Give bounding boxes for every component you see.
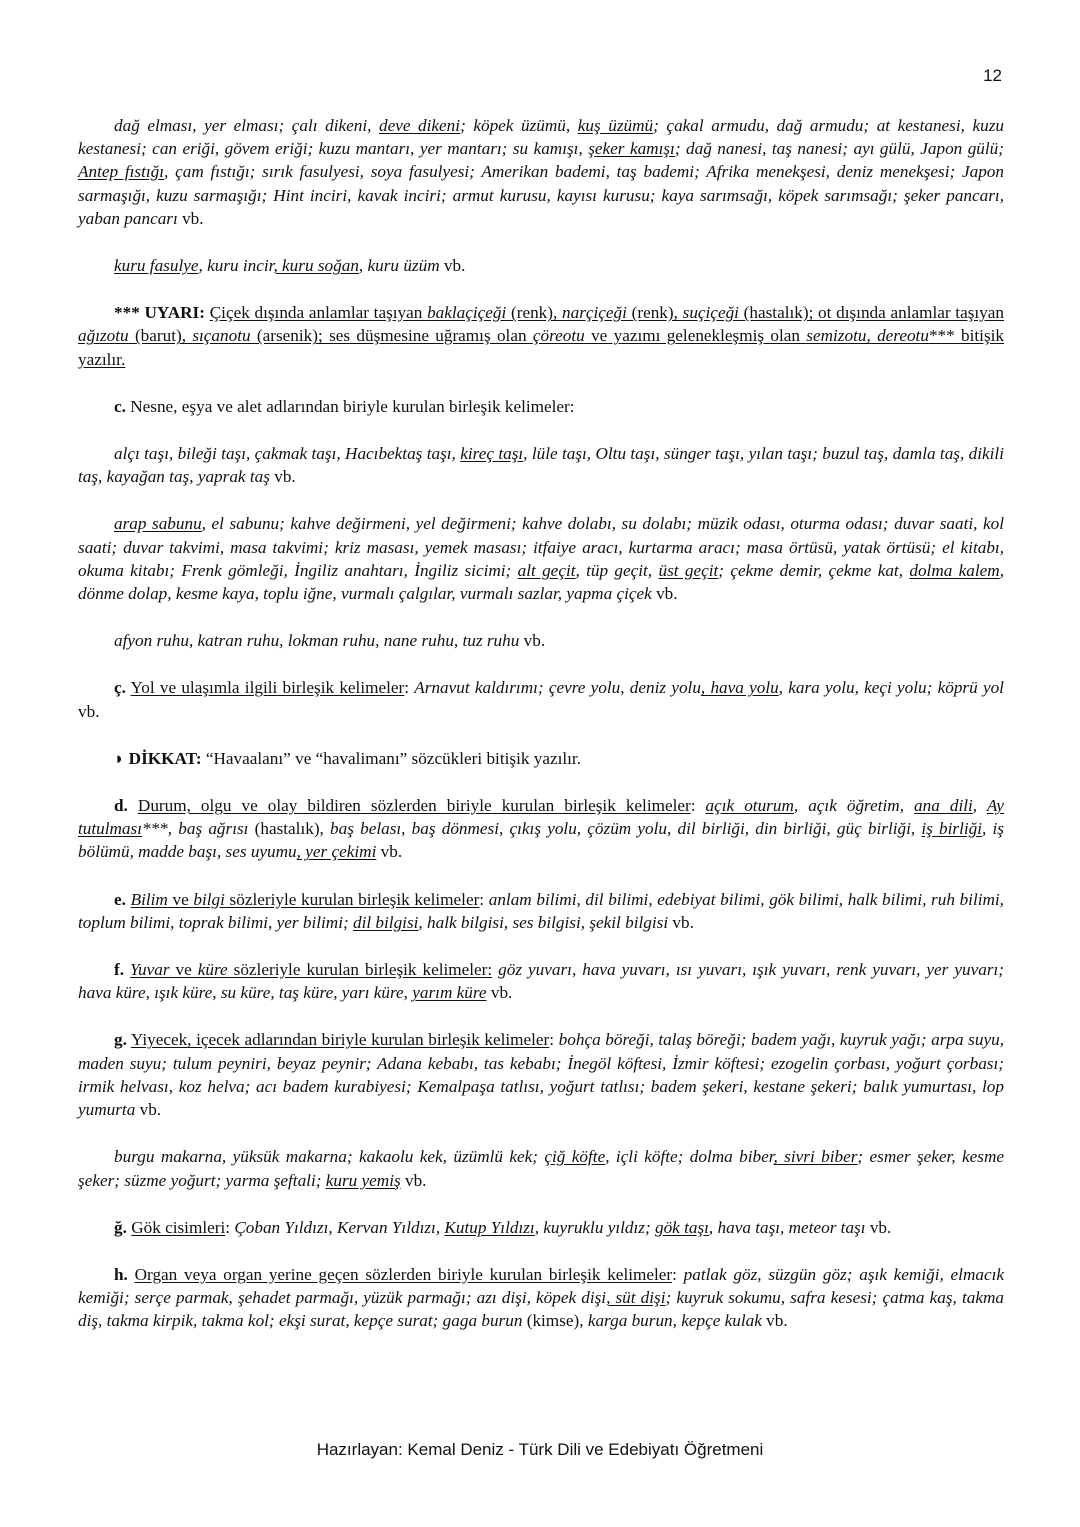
- text-run: ,: [972, 796, 987, 816]
- paragraph: [78, 512, 1004, 605]
- text-run: vb.: [177, 208, 204, 228]
- paragraph: [78, 114, 1004, 230]
- text-run: vb.: [668, 912, 694, 932]
- text-run: f.: [114, 960, 125, 980]
- text-run: d.: [114, 796, 128, 816]
- text-run: Çiçek dışında anlamlar taşıyan: [209, 303, 428, 323]
- text-run: üst geçit: [658, 560, 719, 580]
- text-run: vb.: [269, 467, 296, 487]
- text-run: ve: [169, 960, 198, 980]
- text-run: bilgi: [193, 889, 225, 909]
- paragraph: [78, 1263, 1004, 1333]
- text-run: gök taşı: [654, 1217, 709, 1237]
- text-run: , dönme dolap, kesme kaya, toplu iğne, vurmalı çalgılar, vurmalı sazlar, yapma çiçek: [78, 560, 1005, 604]
- paragraph: [78, 747, 1004, 770]
- text-run: patlak göz, süzgün göz; aşık kemiği, elmacık kemiği; serçe parmak, şehadet parmağı, yüzük parmağı; azı dişi, köpek dişi: [78, 1264, 1004, 1308]
- text-run: Kutup Yıldızı: [444, 1217, 535, 1237]
- text-run: Yol ve ulaşımla ilgili birleşik kelimeler: [130, 678, 405, 698]
- text-run: vb.: [400, 1170, 427, 1190]
- text-run: deve dikeni: [379, 116, 461, 135]
- text-run: açık oturum: [705, 796, 794, 816]
- text-run: , lüle taşı, Oltu taşı, sünger taşı, yılan taşı; buzul taş, damla taş, dikili taş, kayağan taş, yaprak taş: [78, 444, 1004, 487]
- document-body: [78, 114, 1004, 1357]
- text-run: ç.: [114, 678, 126, 698]
- text-run: ; köpek üzümü,: [460, 116, 578, 135]
- paragraph: [78, 1145, 1004, 1191]
- text-run: Bilim: [130, 889, 168, 909]
- page-number: 12: [983, 66, 1002, 85]
- text-run: vb.: [761, 1311, 788, 1331]
- text-run: , kuru soğan: [273, 256, 359, 276]
- text-run: , süt dişi: [606, 1288, 666, 1308]
- text-run: (hastalık); ot dışında anlamlar taşıyan: [738, 303, 1004, 323]
- text-run: ; çekme demir, çekme kat,: [718, 560, 910, 580]
- text-run: anlam bilimi, dil bilimi, edebiyat bilimi, gök bilimi, halk bilimi, ruh bilimi, toplum bilimi, toprak bilimi, yer bilimi;: [78, 889, 1004, 932]
- text-run: kuş üzümü: [577, 116, 654, 135]
- text-run: kuru yemiş: [325, 1170, 401, 1190]
- text-run: sözleriyle kurulan birleşik kelimeler:: [227, 960, 493, 980]
- text-run: ve: [167, 889, 194, 909]
- text-run: vb.: [135, 1100, 162, 1120]
- paragraph: [78, 888, 1004, 934]
- text-run: :: [479, 889, 489, 909]
- text-run: kireç taşı: [460, 444, 524, 464]
- text-run: küre: [197, 960, 228, 980]
- paragraph: [78, 1216, 1004, 1239]
- text-run: dolma kalem: [909, 560, 1000, 580]
- paragraph: [78, 254, 1004, 277]
- text-run: ◗ DİKKAT:: [114, 748, 202, 768]
- text-run: , iş bölümü, madde başı, ses uyumu: [78, 819, 1004, 862]
- text-run: sıçanotu: [192, 326, 251, 346]
- text-run: alt geçit: [517, 560, 576, 580]
- text-run: vb.: [439, 256, 466, 276]
- text-run: dağ elması, yer elması; çalı dikeni,: [114, 116, 379, 135]
- text-run: alçı taşı, bileği taşı, çakmak taşı, Hacıbektaş taşı,: [114, 444, 461, 464]
- text-run: ; dağ nanesi, taş nanesi; ayı gülü, Japon gülü;: [674, 139, 1004, 159]
- paragraph: [78, 629, 1004, 652]
- text-run: karga burun, kepçe kulak: [587, 1311, 762, 1331]
- text-run: semizotu, dereotu: [806, 326, 929, 346]
- text-run: ğ.: [114, 1217, 127, 1237]
- text-run: Yiyecek, içecek adlarından biriyle kurulan birleşik kelimeler: [130, 1030, 550, 1050]
- text-run: dil bilgisi: [352, 912, 419, 932]
- text-run: Çoban Yıldızı, Kervan Yıldızı,: [234, 1217, 445, 1237]
- text-run: vb.: [78, 701, 100, 721]
- text-run: (hastalık),: [248, 819, 331, 839]
- text-run: , kara yolu, keçi yolu; köprü yol: [778, 678, 1004, 698]
- paragraph: [78, 676, 1004, 722]
- paragraph: [78, 395, 1004, 418]
- text-run: , tüp geçit,: [575, 560, 659, 580]
- paragraph: [78, 1028, 1004, 1121]
- text-run: , yer çekimi: [296, 842, 377, 862]
- text-run: g.: [114, 1030, 127, 1050]
- text-run: (arsenik); ses düşmesine uğramış olan: [250, 326, 533, 346]
- text-run: :: [225, 1217, 235, 1237]
- text-run: burgu makarna, yüksük makarna; kakaolu kek, üzümlü kek;: [114, 1147, 545, 1167]
- text-run: vb.: [519, 631, 546, 651]
- text-run: vb.: [376, 842, 403, 862]
- paragraph: [78, 958, 1004, 1004]
- text-run: ; çakal armudu, dağ armudu; at kestanesi, kuzu kestanesi; can eriği, gövem eriği; kuzu mantarı, yer mantarı; su kamışı,: [78, 116, 1005, 159]
- text-run: , kuru incir: [198, 256, 274, 276]
- text-run: (barut),: [128, 326, 193, 346]
- text-run: :: [404, 678, 415, 698]
- text-run: Yuvar: [130, 960, 170, 980]
- text-run: *** bitişik yazılır.: [78, 326, 1005, 369]
- text-run: arap sabunu: [114, 514, 202, 534]
- text-run: afyon ruhu, katran ruhu, lokman ruhu, nane ruhu, tuz ruhu: [114, 631, 520, 651]
- text-run: , hava taşı, meteor taşı: [708, 1217, 866, 1237]
- text-run: suçiçeği: [682, 303, 739, 323]
- text-run: Durum, olgu ve olay bildiren sözlerden biriyle kurulan birleşik kelimeler: [137, 796, 691, 816]
- text-run: ve yazımı gelenekleşmiş olan: [584, 326, 807, 346]
- paragraph: [78, 301, 1004, 371]
- text-run: , kuru üzüm: [358, 256, 440, 276]
- text-run: , çam fıstığı; sırık fasulyesi, soya fasulyesi; Amerikan bademi, taş bademi; Afrika menekşesi, deniz menekşesi; Japon sarmaşığı, kuzu sarmaşığı; Hint inciri, kavak inciri; armut kurusu, kayısı kurusu; kaya sarımsağı, köpek sarımsağı; şeker pancarı, yaban pancarı: [78, 162, 1004, 228]
- text-run: ; esmer şeker, kesme şeker; süzme yoğurt; yarma şeftali;: [78, 1147, 1004, 1190]
- text-run: (renk),: [626, 303, 683, 323]
- text-run: vb.: [486, 983, 513, 1003]
- text-run: “Havaalanı” ve “havalimanı” sözcükleri bitişik yazılır.: [201, 748, 581, 768]
- text-run: Organ veya organ yerine geçen sözlerden biriyle kurulan birleşik kelimeler: [134, 1264, 673, 1284]
- text-run: vb.: [865, 1217, 892, 1237]
- text-run: Ay tutulması: [78, 796, 1005, 839]
- text-run: :: [690, 796, 706, 816]
- paragraph: [78, 794, 1004, 864]
- text-run: Gök cisimleri: [131, 1217, 226, 1237]
- text-run: , sivri biber: [773, 1147, 858, 1167]
- text-run: baklaçiçeği: [427, 303, 507, 323]
- text-run: (renk),: [506, 303, 562, 323]
- text-run: ana dili: [914, 796, 973, 816]
- text-run: yarım küre: [412, 983, 487, 1003]
- text-run: kuru fasulye: [114, 256, 199, 276]
- text-run: ***, baş ağrısı: [141, 819, 249, 839]
- text-run: , açık öğretim,: [793, 796, 915, 816]
- text-run: ağızotu: [78, 326, 129, 346]
- text-run: bohça böreği, talaş böreği; badem yağı, kuyruk yağı; arpa suyu, maden suyu; tulum peyniri, beyaz peynir; Adana kebabı, tas kebabı; İnegöl köftesi, İzmir köftesi; ezogelin çorbası, yoğurt çorbası; irmik helvası, koz helva; acı badem kurabiyesi; Kemalpaşa tatlısı, yoğurt tatlısı; badem şekeri, kestane şekeri; balık yumurtası, lop yumurta: [78, 1030, 1004, 1120]
- text-run: c.: [114, 396, 126, 416]
- paragraph: [78, 442, 1004, 488]
- text-run: vb.: [651, 584, 678, 604]
- text-run: iş birliği: [921, 819, 983, 839]
- text-run: [128, 796, 138, 815]
- page-footer: Hazırlayan: Kemal Deniz - Türk Dili ve Edebiyatı Öğretmeni: [316, 1440, 764, 1459]
- text-run: çiğ köfte: [544, 1147, 606, 1167]
- text-run: sözleriyle kurulan birleşik kelimeler: [224, 889, 480, 909]
- text-run: ; kuyruk sokumu, safra kesesi; çatma kaş, takma diş, takma kirpik, takma kol; ekşi surat, kepçe surat; gaga burun: [78, 1288, 1004, 1331]
- text-run: :: [549, 1030, 559, 1050]
- text-run: şeker kamışı: [588, 139, 675, 159]
- text-run: baş belası, baş dönmesi, çıkış yolu, çözüm yolu, dil birliği, din birliği, güç birliği,: [330, 819, 922, 839]
- text-run: Arnavut kaldırımı; çevre yolu, deniz yolu: [414, 678, 701, 698]
- text-run: , kuyruklu yıldız;: [534, 1217, 655, 1237]
- text-run: , el sabunu; kahve değirmeni, yel değirmeni; kahve dolabı, su dolabı; müzik odası, oturma odası; duvar saati, kol saati; duvar takvimi, masa takvimi; kriz masası, yemek masası; itfaiye aracı, kurtarma aracı; masa örtüsü, yatak örtüsü; el kitabı, okuma kitabı; Frenk gömleği, İngiliz anahtarı, İngiliz sicimi;: [78, 514, 1004, 580]
- text-run: çöreotu: [532, 326, 585, 346]
- text-run: narçiçeği: [562, 303, 627, 323]
- text-run: e.: [114, 889, 126, 909]
- text-run: , halk bilgisi, ses bilgisi, şekil bilgisi: [418, 912, 669, 932]
- text-run: (kimse),: [522, 1311, 588, 1331]
- text-run: Antep fıstığı: [78, 162, 165, 182]
- text-run: :: [672, 1264, 684, 1284]
- text-run: göz yuvarı, hava yuvarı, ısı yuvarı, ışık yuvarı, renk yuvarı, yer yuvarı; hava küre, ışık küre, su küre, taş küre, yarı küre,: [78, 960, 1005, 1003]
- text-run: , hava yolu: [700, 678, 779, 698]
- text-run: [128, 1265, 135, 1284]
- text-run: h.: [114, 1264, 128, 1284]
- text-run: *** UYARI:: [114, 303, 205, 323]
- text-run: , içli köfte; dolma biber: [605, 1147, 774, 1167]
- text-run: Nesne, eşya ve alet adlarından biriyle kurulan birleşik kelimeler:: [125, 396, 575, 416]
